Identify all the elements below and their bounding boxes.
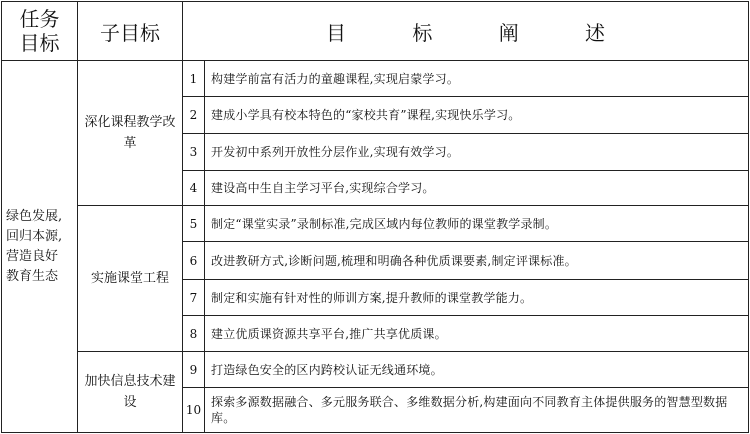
table-row <box>2 352 749 388</box>
header-desc-char-4: 述 <box>585 20 606 45</box>
header-task-goal <box>2 2 78 61</box>
header-task-line-1: 任务 <box>19 7 60 31</box>
item-number: 8 <box>183 316 205 352</box>
goals-table <box>1 1 749 433</box>
subgoal-it-construction: 加快信息技术建设 <box>78 352 183 433</box>
table-row <box>2 61 749 97</box>
item-number: 6 <box>183 242 205 280</box>
task-goal-cell <box>2 61 78 433</box>
header-subgoal: 子目标 <box>78 2 183 61</box>
item-text: 建设高中生自主学习平台,实现综合学习。 <box>205 171 749 206</box>
item-text: 制定和实施有针对性的师训方案,提升教师的课堂教学能力。 <box>205 280 749 316</box>
item-number: 5 <box>183 206 205 242</box>
item-text: 建立优质课资源共享平台,推广共享优质课。 <box>205 316 749 352</box>
item-number: 9 <box>183 352 205 388</box>
item-text: 改进教研方式,诊断问题,梳理和明确各种优质课要素,制定评课标准。 <box>205 242 749 280</box>
header-task-line-2: 目标 <box>19 31 60 55</box>
task-line-1: 绿色发展, <box>6 208 63 224</box>
item-number: 1 <box>183 61 205 97</box>
item-text: 构建学前富有活力的童趣课程,实现启蒙学习。 <box>205 61 749 97</box>
subgoal-classroom-project: 实施课堂工程 <box>78 206 183 352</box>
item-text: 制定“课堂实录”录制标准,完成区域内每位教师的课堂教学录制。 <box>205 206 749 242</box>
item-number: 2 <box>183 97 205 134</box>
header-row <box>2 2 749 61</box>
task-line-2: 回归本源, <box>6 228 63 244</box>
header-desc-char-1: 目 <box>325 20 346 45</box>
header-desc-char-2: 标 <box>412 20 433 45</box>
task-line-4: 教育生态 <box>6 268 59 284</box>
item-text: 探索多源数据融合、多元服务联合、多维数据分析,构建面向不同教育主体提供服务的智慧型数据库。 <box>205 388 749 433</box>
header-description <box>183 2 749 61</box>
item-text: 建成小学具有校本特色的“家校共育”课程,实现快乐学习。 <box>205 97 749 134</box>
subgoal-curriculum-reform: 深化课程教学改革 <box>78 61 183 206</box>
item-number: 10 <box>183 388 205 433</box>
item-text: 打造绿色安全的区内跨校认证无线通环境。 <box>205 352 749 388</box>
item-text: 开发初中系列开放性分层作业,实现有效学习。 <box>205 134 749 171</box>
header-desc-char-3: 阐 <box>498 20 519 45</box>
item-number: 3 <box>183 134 205 171</box>
table-row <box>2 206 749 242</box>
item-number: 7 <box>183 280 205 316</box>
item-number: 4 <box>183 171 205 206</box>
task-line-3: 营造良好 <box>6 248 59 264</box>
